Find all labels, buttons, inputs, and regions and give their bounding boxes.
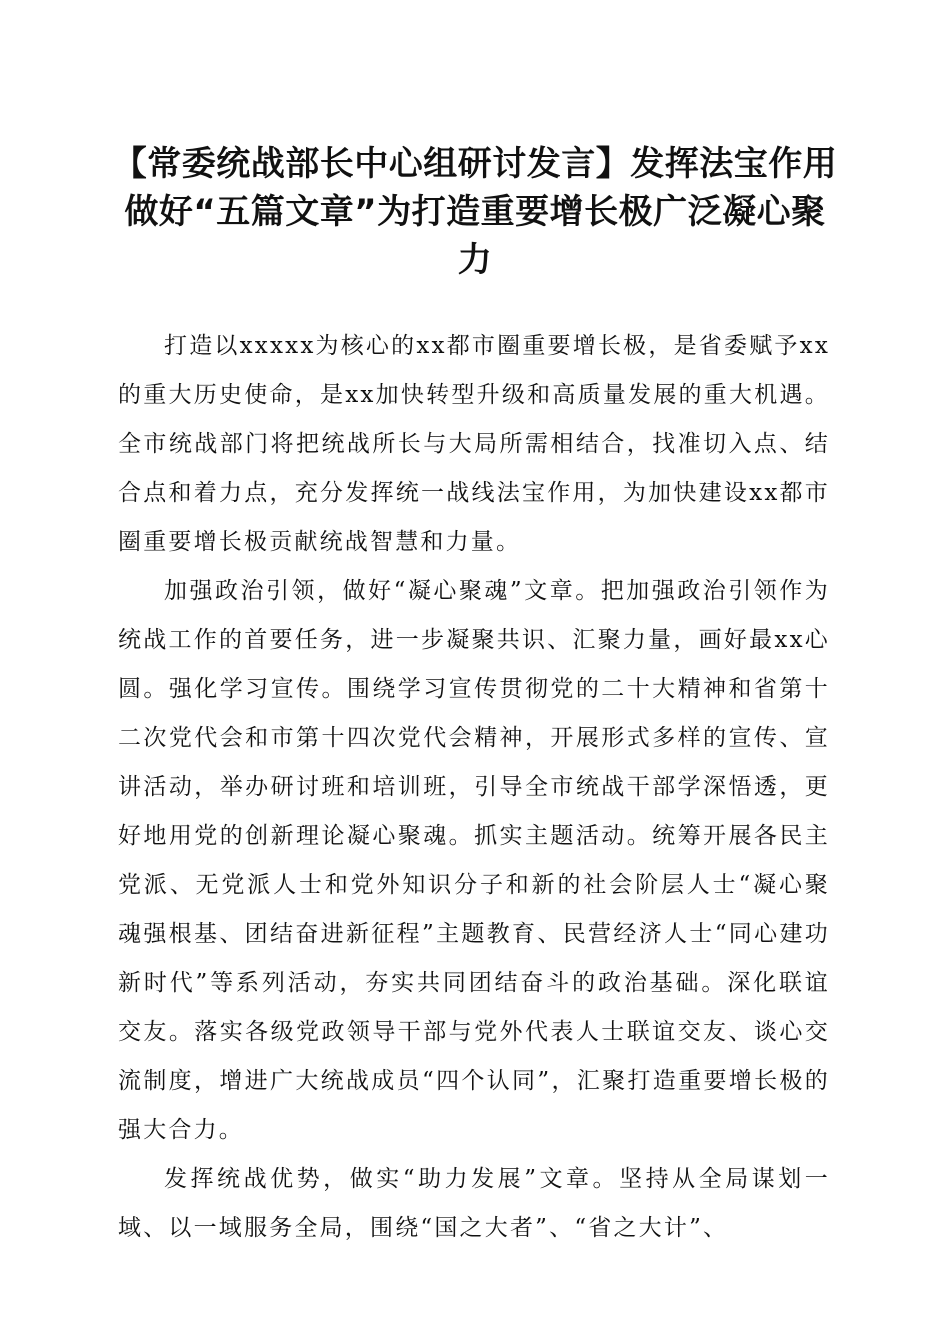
paragraph-intro: 打造以xxxxx为核心的xx都市圈重要增长极，是省委赋予xx的重大历史使命，是xx加快转型升级和高质量发展的重大机遇。全市统战部门将把统战所长与大局所需相结合，找准切入点、结合点和着力点，充分发挥统一战线法宝作用，为加快建设xx都市圈重要增长极贡献统战智慧和力量。 <box>118 333 830 555</box>
document-title: 【常委统战部长中心组研讨发言】发挥法宝作用做好“五篇文章”为打造重要增长极广泛凝心聚力 <box>112 144 838 280</box>
paragraph-political-guidance: 加强政治引领，做好“凝心聚魂”文章。把加强政治引领作为统战工作的首要任务，进一步凝聚共识、汇聚力量，画好最xx心圆。强化学习宣传。围绕学习宣传贯彻党的二十大精神和省第十二次党代会和市第十四次党代会精神，开展形式多样的宣传、宣讲活动，举办研讨班和培训班，引导全市统战干部学深悟透，更好地用党的创新理论凝心聚魂。抓实主题活动。统筹开展各民主党派、无党派人士和党外知识分子和新的社会阶层人士“凝心聚魂强根基、团结奋进新征程”主题教育、民营经济人士“同心建功新时代”等系列活动，夯实共同团结奋斗的政治基础。深化联谊交友。落实各级党政领导干部与党外代表人士联谊交友、谈心交流制度，增进广大统战成员“四个认同”，汇聚打造重要增长极的强大合力。 <box>118 578 830 1143</box>
document-body <box>118 322 830 1253</box>
paragraph-development: 发挥统战优势，做实“助力发展”文章。坚持从全局谋划一域、以一域服务全局，围绕“国之大者”、“省之大计”、 <box>118 1166 830 1241</box>
